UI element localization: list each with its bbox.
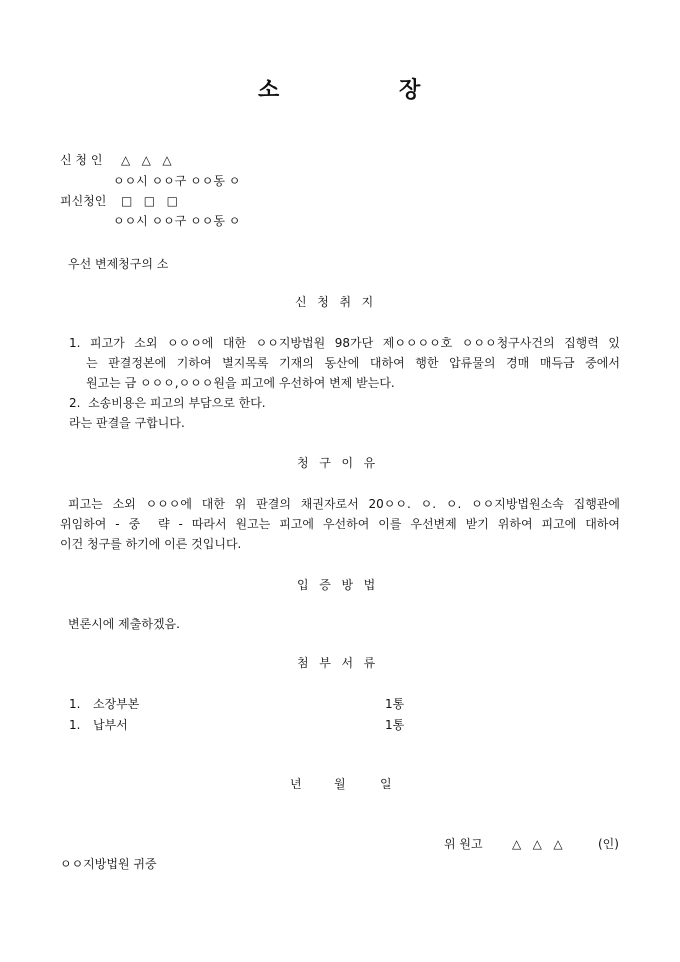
claim-reason-heading: 청 구 이 유 [297,456,377,470]
attachments-heading: 첨 부 서 류 [297,656,377,670]
attachment-1-name: 소장부본 [93,697,140,711]
applicant-name: △ △ △ [121,153,172,167]
applicant-label: 신 청 인 [60,153,103,167]
respondent-address: ㅇㅇ시 ㅇㅇ구 ㅇㅇ동 ㅇ [113,214,241,228]
respondent-name: □ □ □ [121,194,178,208]
signature-name: △ △ △ [512,837,563,851]
attachment-1-number: 1. [69,697,81,711]
title-char-1: 소 [258,78,280,103]
claim-purpose-item1-line3: 원고는 금 ㅇㅇㅇ,ㅇㅇㅇ원을 피고에 우선하여 변제 받는다. [86,376,395,390]
evidence-heading: 입 증 방 법 [297,578,377,592]
claim-reason-line1: 피고는 소외 ㅇㅇㅇ에 대한 위 판결의 채권자로서 20ㅇㅇ. ㅇ. ㅇ. ㅇㅇ지방법원소속 집행관에 [68,497,620,511]
date-month: 월 [334,777,346,791]
case-name: 우선 변제청구의 소 [68,257,169,271]
attachment-2-name: 납부서 [93,718,128,732]
claim-purpose-item2: 2. 소송비용은 피고의 부담으로 한다. [69,396,266,410]
court-addressee: ㅇㅇ지방법원 귀중 [60,857,157,871]
attachment-2-number: 1. [69,718,81,732]
claim-purpose-item1-line1: 1. 피고가 소외 ㅇㅇㅇ에 대한 ㅇㅇ지방법원 98가단 제ㅇㅇㅇㅇ호 ㅇㅇㅇ청구사건의 집행력 있 [69,336,620,350]
claim-purpose-item1-line2: 는 판결정본에 기하여 별지목록 기재의 동산에 대하여 행한 압류물의 경매 매득금 중에서 [86,356,620,370]
claim-purpose-closing: 라는 판결을 구합니다. [69,416,185,430]
claim-reason-line2: 위임하여 - 중 략 - 따라서 원고는 피고에 우선하여 이를 우선변제 받기 위하여 피고에 대하여 [60,517,620,531]
evidence-text: 변론시에 제출하겠음. [68,617,180,631]
title-char-2: 장 [399,78,421,103]
attachment-1-quantity: 1통 [385,697,405,711]
date-year: 년 [290,777,302,791]
claim-purpose-heading: 신 청 취 지 [295,295,375,309]
attachment-2-quantity: 1통 [385,718,405,732]
signature-seal: (인) [598,837,619,851]
date-day: 일 [380,777,392,791]
signature-label: 위 원고 [444,837,483,851]
respondent-label: 피신청인 [60,194,107,208]
claim-reason-line3: 이건 청구를 하기에 이른 것입니다. [60,537,242,551]
applicant-address: ㅇㅇ시 ㅇㅇ구 ㅇㅇ동 ㅇ [113,174,241,188]
